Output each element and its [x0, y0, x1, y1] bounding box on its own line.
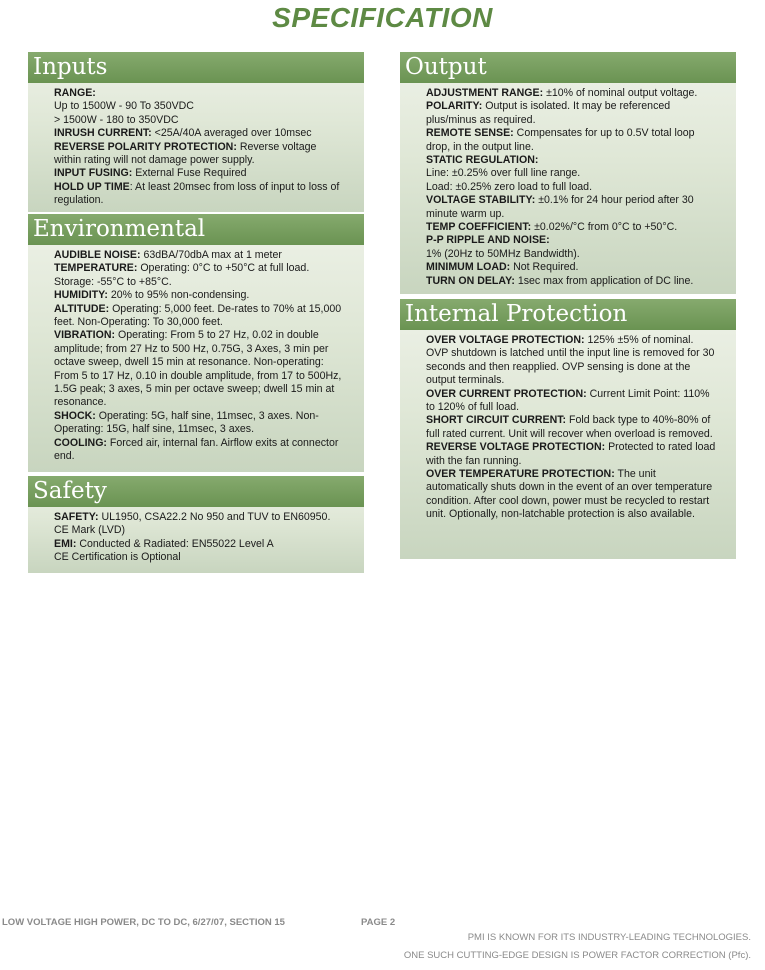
hold-up-text: : At least 20msec from loss of input to loss of regulation.	[54, 180, 340, 207]
ovp-text: 125% ±5% of nominal. OVP shutdown is latched until the input line is removed for 30 seconds and then reapplied. OVP sensing is done at the output terminals.	[426, 334, 715, 387]
footer-section-info: LOW VOLTAGE HIGH POWER, DC TO DC, 6/27/07, SECTION 15	[2, 917, 285, 928]
adjustment-range-text: ±10% of nominal output voltage.	[543, 87, 698, 99]
footer-page-number: PAGE 2	[361, 917, 396, 928]
safety-heading: Safety	[28, 476, 364, 507]
footer-tagline-2: ONE SUCH CUTTING-EDGE DESIGN IS POWER FACTOR CORRECTION (Pfc).	[403, 950, 751, 961]
static-regulation-line: Line: ±0.25% over full line range.	[426, 167, 581, 180]
shock-text: Operating: 5G, half sine, 11msec, 3 axes. Non-Operating: 15G, half sine, 11msec, 3 axes.	[54, 409, 319, 436]
output-body	[400, 83, 736, 296]
inrush-text: <25A/40A averaged over 10msec	[151, 127, 312, 140]
voltage-stability-label: VOLTAGE STABILITY:	[426, 194, 536, 207]
ocp-label: OVER CURRENT PROTECTION:	[426, 387, 587, 400]
environmental-heading: Environmental	[28, 214, 364, 245]
cooling-label: COOLING:	[54, 436, 107, 449]
altitude-label: ALTITUDE:	[54, 302, 110, 315]
safety-body	[28, 507, 364, 573]
static-regulation-load: Load: ±0.25% zero load to full load.	[426, 180, 593, 193]
inputs-heading: Inputs	[28, 52, 364, 83]
footer-tagline-1: PMI IS KNOWN FOR ITS INDUSTRY-LEADING TECHNOLOGIES.	[467, 932, 751, 943]
protection-heading: Internal Protection	[400, 299, 736, 330]
range-label: RANGE:	[54, 87, 96, 99]
protection-panel	[400, 299, 736, 559]
audible-noise-text: 63dBA/70dbA max at 1 meter	[140, 249, 282, 261]
inputs-panel	[28, 52, 364, 212]
audible-noise-label: AUDIBLE NOISE:	[54, 249, 141, 261]
short-circuit-text: Fold back type to 40%-80% of full rated current. Unit will recover when overload is removed.	[426, 414, 713, 440]
ovp-label: OVER VOLTAGE PROTECTION:	[426, 334, 585, 346]
environmental-panel	[28, 214, 364, 472]
hold-up-label: HOLD UP TIME	[54, 180, 130, 193]
turn-on-delay-label: TURN ON DELAY:	[426, 274, 515, 287]
inputs-body	[28, 83, 364, 216]
output-heading: Output	[400, 52, 736, 83]
temp-coefficient-text: ±0.02%/°C from 0°C to +50°C.	[531, 221, 678, 234]
input-fusing-label: INPUT FUSING:	[54, 167, 133, 180]
ocp-text: Current Limit Point: 110% to 120% of full load.	[426, 387, 710, 414]
safety-panel	[28, 476, 364, 573]
over-temperature-text: The unit automatically shuts down in the event of an over temperature condition. After cool down, power must be recycled to restart unit. Optionally, non-latchable protection is also available.	[426, 468, 713, 521]
reverse-voltage-label: REVERSE VOLTAGE PROTECTION:	[426, 441, 606, 454]
temp-coefficient-label: TEMP COEFFICIENT:	[426, 221, 532, 234]
reverse-polarity-text: Reverse voltage within rating will not damage power supply.	[54, 140, 317, 167]
humidity-text: 20% to 95% non-condensing.	[107, 289, 250, 302]
safety-text: UL1950, CSA22.2 No 950 and TUV to EN60950. CE Mark (LVD)	[54, 511, 331, 537]
safety-label: SAFETY:	[54, 511, 99, 523]
environmental-body	[28, 245, 364, 472]
short-circuit-label: SHORT CIRCUIT CURRENT:	[426, 414, 567, 427]
input-fusing-text: External Fuse Required	[132, 167, 247, 180]
over-temperature-label: OVER TEMPERATURE PROTECTION:	[426, 468, 615, 481]
protection-body	[400, 330, 736, 530]
static-regulation-label: STATIC REGULATION:	[426, 154, 539, 167]
reverse-voltage-text: Protected to rated load with the fan running.	[426, 441, 716, 467]
range-line1: Up to 1500W - 90 To 350VDC	[54, 100, 194, 113]
shock-label: SHOCK:	[54, 409, 96, 422]
voltage-stability-text: ±0.1% for 24 hour period after 30 minute warm up.	[426, 194, 694, 220]
minimum-load-text: Not Required.	[510, 261, 579, 274]
polarity-text: Output is isolated. It may be referenced plus/minus as required.	[426, 100, 671, 126]
minimum-load-label: MINIMUM LOAD:	[426, 261, 511, 274]
polarity-label: POLARITY:	[426, 100, 483, 113]
remote-sense-label: REMOTE SENSE:	[426, 127, 514, 140]
emi-label: EMI:	[54, 537, 77, 550]
emi-text: Conducted & Radiated: EN55022 Level A	[76, 537, 274, 550]
temperature-text: Operating: 0°C to +50°C at full load. Storage: -55°C to +85°C.	[54, 262, 310, 288]
page-title: SPECIFICATION	[272, 2, 493, 33]
inrush-label: INRUSH CURRENT:	[54, 127, 152, 140]
reverse-polarity-label: REVERSE POLARITY PROTECTION:	[54, 140, 237, 153]
humidity-label: HUMIDITY:	[54, 289, 108, 302]
cooling-text: Forced air, internal fan. Airflow exits at connector end.	[54, 436, 339, 463]
remote-sense-text: Compensates for up to 0.5V total loop drop, in the output line.	[426, 127, 695, 153]
output-panel	[400, 52, 736, 294]
adjustment-range-label: ADJUSTMENT RANGE:	[426, 87, 544, 99]
range-line2: > 1500W - 180 to 350VDC	[54, 113, 179, 126]
vibration-label: VIBRATION:	[54, 329, 116, 342]
ripple-noise-text: 1% (20Hz to 50MHz Bandwidth).	[426, 247, 580, 260]
temperature-label: TEMPERATURE:	[54, 262, 138, 275]
ripple-noise-label: P-P RIPPLE AND NOISE:	[426, 234, 550, 247]
ce-certification-text: CE Certification is Optional	[54, 551, 181, 564]
turn-on-delay-text: 1sec max from application of DC line.	[514, 274, 694, 287]
altitude-text: Operating: 5,000 feet. De-rates to 70% at 15,000 feet. Non-Operating: To 30,000 feet.	[54, 302, 342, 329]
vibration-text: Operating: From 5 to 27 Hz, 0.02 in double amplitude; from 27 Hz to 500 Hz, 0.75G, 3 Axes, 3 min per octave sweep, dwell 15 min at resonance. Non-operating: From 5 to 17 Hz, 0.10 in double amplitude, from 17 to 500Hz, 1.5G peak; 3 axes, 5 min per octave sweep; dwell 15 min at resonance.	[54, 329, 342, 409]
